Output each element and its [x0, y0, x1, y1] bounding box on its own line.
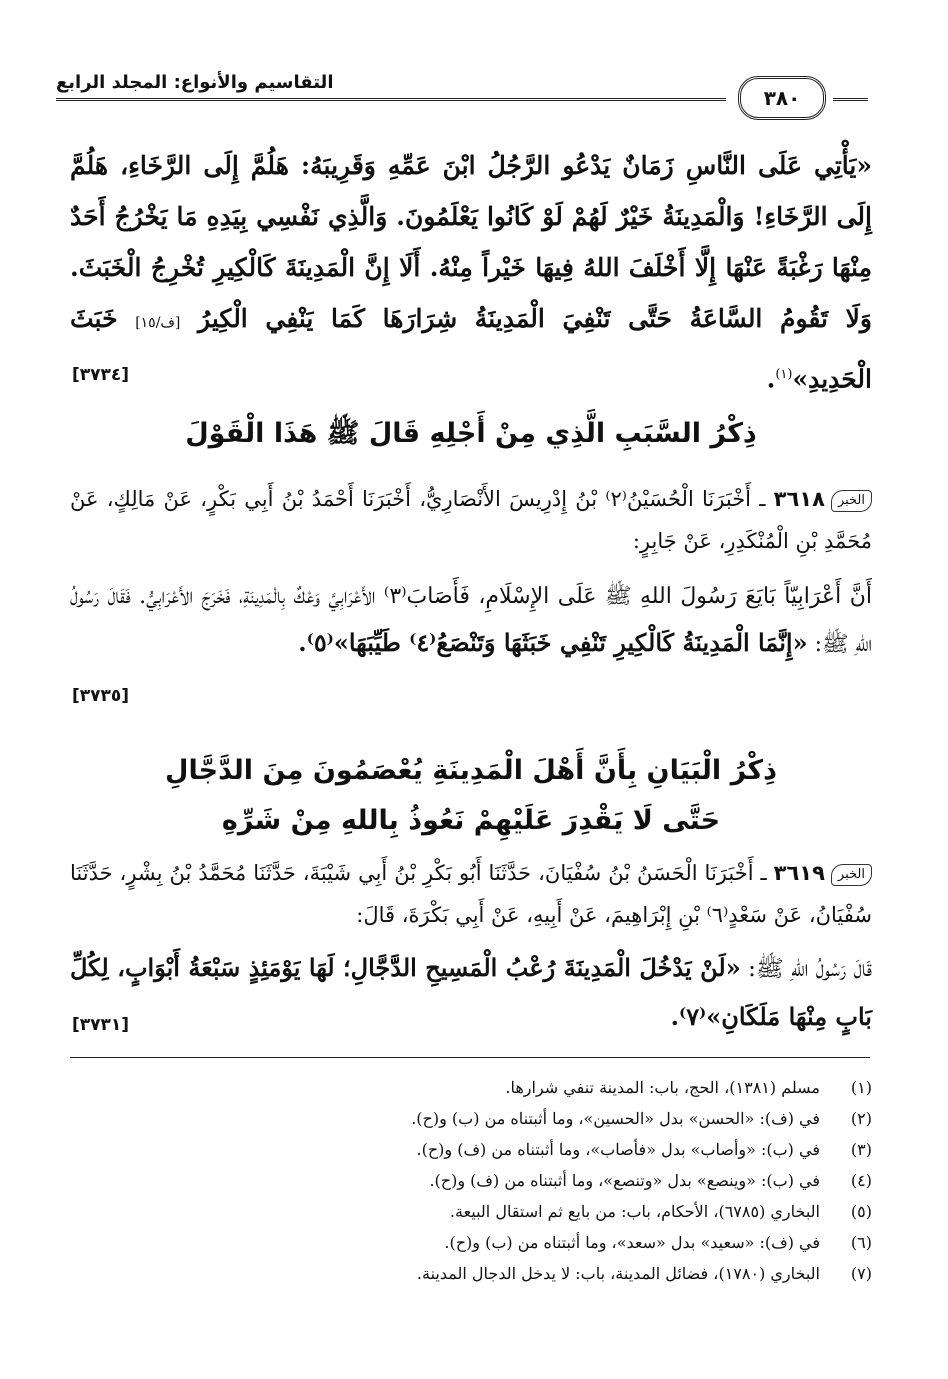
- matn-text: «إِنَّمَا الْمَدِينَةُ كَالْكِيرِ تَنْفِي خَبَثَهَا وَتَنْصَعُ⁽٤⁾ طَيِّبَهَا»⁽٥⁾.: [298, 628, 808, 657]
- footnote-item: (٦) في (ف): «سعيد» بدل «سعد»، وما أثبتناه من (ب) و(ح).: [444, 1233, 872, 1252]
- hadith-3618-isnad: [70, 478, 872, 562]
- hadith-3617-text: «يَأْتِي عَلَى النَّاسِ زَمَانٌ يَدْعُو الرَّجُلُ ابْنَ عَمِّهِ وَقَرِيبَهُ: هَلُمَّ إِلَى الرَّخَاءِ، هَلُمَّ إِلَى الرَّخَاءِ! وَالْمَدِينَةُ خَيْرٌ لَهُمْ لَوْ كَانُوا يَعْلَمُونَ. وَالَّذِي نَفْسِي بِيَدِهِ مَا يَخْرُجُ أَحَدٌ مِنْهَا رَغْبَةً عَنْهَا إِلَّا أَخْلَفَ اللهُ فِيهَا خَيْراً مِنْهُ. أَلَا إِنَّ الْمَدِينَةَ كَالْكِيرِ تُخْرِجُ الْخَبَثَ. وَلَا تَقُومُ السَّاعَةُ حَتَّى تَنْفِيَ الْمَدِينَةُ شِرَارَهَا كَمَا يَنْفِي الْكِيرُ [ف/١٥] خَبَثَ الْحَدِيدِ»$^{(١)}$.: [70, 151, 872, 394]
- footnote-item: (٤) في (ب): «وينصع» بدل «وتنصع»، وما أثبتناه من (ف) و(ح).: [429, 1171, 872, 1190]
- header-rule-right: [833, 98, 868, 101]
- footnote-item: (١) مسلم (١٣٨١)، الحج، باب: المدينة تنفي شرارها.: [505, 1078, 872, 1097]
- intro-text: قَالَ رَسُولُ اللهِ ﷺ:: [748, 956, 872, 982]
- hadith-3619-body: [70, 944, 872, 1042]
- footnote-item: (٢) في (ف): «الحسن» بدل «الحسين»، وما أثبتناه من (ب) و(ح).: [411, 1109, 872, 1128]
- footnote-item: (٣) في (ب): «وأصاب» بدل «فأصاب»، وما أثبتناه من (ف) و(ح).: [416, 1140, 872, 1159]
- running-title: التقاسيم والأنواع: المجلد الرابع: [56, 72, 334, 93]
- section-heading-2b: حَتَّى لَا يَقْدِرَ عَلَيْهِمْ نَعُوذُ بِاللهِ مِنْ شَرِّهِ: [221, 805, 721, 836]
- matn-text: «لَنْ يَدْخُلَ الْمَدِينَةَ رُعْبُ الْمَسِيحِ الدَّجَّالِ؛ لَهَا يَوْمَئِذٍ سَبْعَةُ أَبْوَابٍ، لِكُلِّ بَابٍ مِنْهَا مَلَكَانِ»⁽٧⁾.: [70, 953, 872, 1031]
- footnote-marker: (١): [775, 367, 793, 382]
- footnote-item: (٥) البخاري (٦٧٨٥)، الأحكام، باب: من بايع ثم استقال البيعة.: [449, 1202, 872, 1221]
- page-header: [56, 70, 868, 122]
- hadith-3619-ref: [٣٧٣١]: [72, 1015, 130, 1035]
- footnote-divider: [70, 1057, 870, 1058]
- hadith-number: ٣٦١٨: [773, 487, 825, 511]
- footnote-item: (٧) البخاري (١٧٨٠)، فضائل المدينة، باب: لا يدخل الدجال المدينة.: [416, 1264, 872, 1283]
- header-rule-left: [56, 98, 726, 101]
- hadith-3617-body: «يَأْتِي عَلَى النَّاسِ زَمَانٌ يَدْعُو الرَّجُلُ ابْنَ عَمِّهِ وَقَرِيبَهُ: هَلُمَّ إِلَى الرَّخَاءِ، هَلُمَّ إِلَى الرَّخَاءِ! وَالْمَدِينَةُ خَيْرٌ لَهُمْ لَوْ كَانُوا يَعْلَمُونَ. وَالَّذِي نَفْسِي بِيَدِهِ مَا يَخْرُجُ أَحَدٌ مِنْهَا رَغْبَةً عَنْهَا إِلَّا أَخْلَفَ اللهُ فِيهَا خَيْراً مِنْهُ. أَلَا إِنَّ الْمَدِينَةَ كَالْكِيرِ تُخْرِجُ الْخَبَثَ. وَلَا تَقُومُ السَّاعَةُ حَتَّى تَنْفِيَ الْمَدِينَةُ شِرَارَهَا كَمَا يَنْفِي الْكِيرُ: [70, 151, 872, 333]
- footnotes: [72, 1072, 872, 1289]
- hadith-3617-ref: [٣٧٣٤]: [72, 365, 130, 385]
- hadith-number: ٣٦١٩: [773, 861, 825, 885]
- hadith-3619-isnad: [70, 852, 872, 936]
- hadith-3618-body: [70, 574, 872, 668]
- hadith-3618-ref: [٣٧٣٥]: [72, 686, 130, 706]
- narration-text: أَنَّ أَعْرَابِيّاً بَايَعَ رَسُولَ اللهِ ﷺ عَلَى الإِسْلَامِ، فَأَصَابَ⁽٣⁾ الأَعْرَابِيَّ وَعْكٌ بِالْمَدِينَةِ، فَخَرَجَ الأَعْرَابِيُّ. فَقَالَ رَسُولُ اللهِ ﷺ:: [70, 584, 872, 657]
- hadith-3617-end: خَبَثَ الْحَدِيدِ»: [70, 304, 872, 394]
- page-number: ٣٨٠: [738, 76, 826, 120]
- margin-reference: [ف/١٥]: [135, 315, 181, 331]
- isnad-text: ـ أَخْبَرَنَا الْحَسَنُ بْنُ سُفْيَانَ، حَدَّثَنَا أَبُو بَكْرِ بْنُ أَبِي شَيْبَةَ، حَدَّثَنَا مُحَمَّدُ بْنُ بِشْرٍ، حَدَّثَنَا سُفْيَانُ، عَنْ سَعْدٍ⁽٦⁾ بْنِ إِبْرَاهِيمَ، عَنْ أَبِيهِ، عَنْ أَبِي بَكْرَةَ، قَالَ:: [70, 861, 872, 927]
- khabar-badge: الخبر: [831, 490, 872, 512]
- khabar-badge: الخبر: [831, 864, 872, 886]
- isnad-text: ـ أَخْبَرَنَا الْحُسَيْنُ⁽٢⁾ بْنُ إِدْرِيسَ الأَنْصَارِيُّ، أَخْبَرَنَا أَحْمَدُ بْنُ أَبِي بَكْرٍ، عَنْ مَالِكٍ، عَنْ مُحَمَّدِ بْنِ الْمُنْكَدِرِ، عَنْ جَابِرٍ:: [70, 487, 872, 553]
- section-heading-1: ذِكْرُ السَّبَبِ الَّذِي مِنْ أَجْلِهِ قَالَ ﷺ هَذَا الْقَوْلَ: [185, 418, 757, 449]
- section-heading-2: ذِكْرُ الْبَيَانِ بِأَنَّ أَهْلَ الْمَدِينَةِ يُعْصَمُونَ مِنَ الدَّجَّالِ: [165, 755, 777, 786]
